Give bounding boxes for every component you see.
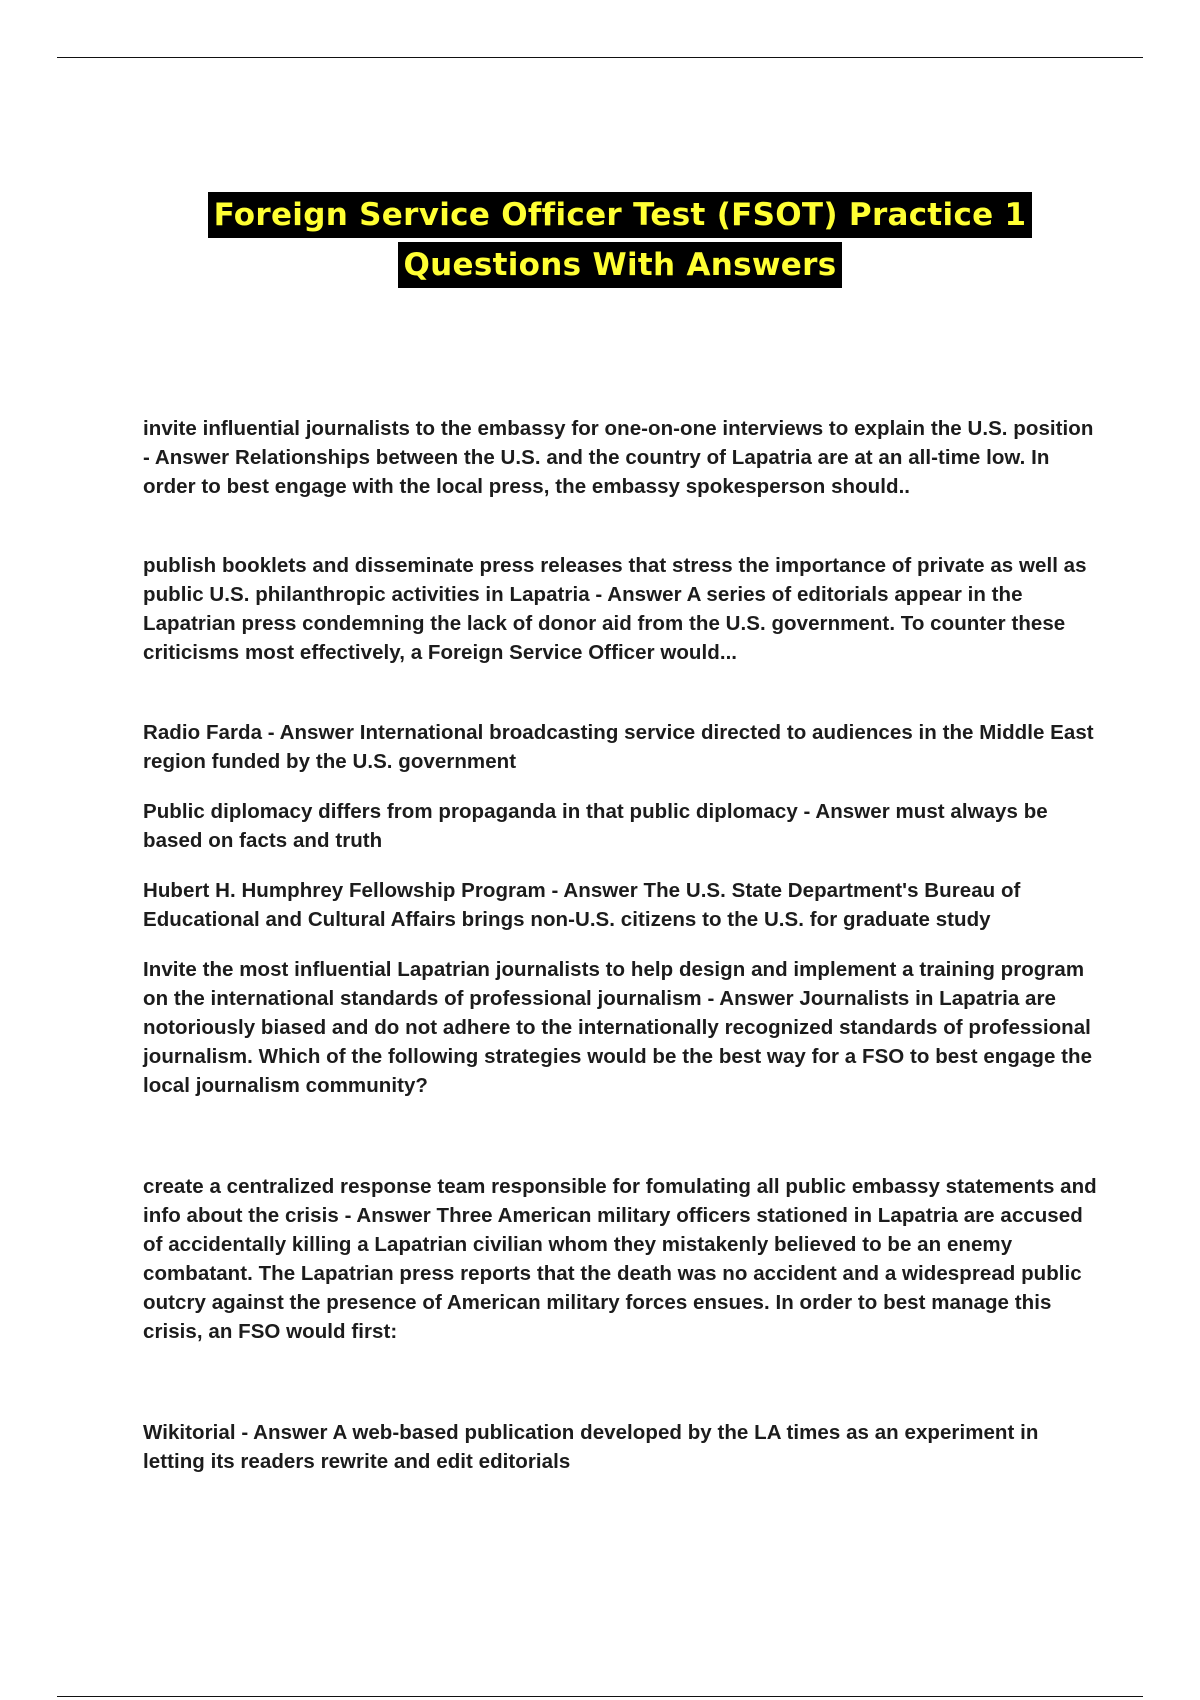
- qa-entry-6: Invite the most influential Lapatrian journalists to help design and implement a training program on the international standards of professional journalism - Answer Journalists in Lapatria are notoriously biased and do not adhere to the internationally recognized standards of professional journalism. Which of the following strategies would be the best way for a FSO to best engage the local journalism community?: [143, 958, 1093, 1097]
- top-divider: [57, 57, 1143, 58]
- bottom-divider: [57, 1696, 1143, 1697]
- qa-entry-8: Wikitorial - Answer A web-based publication developed by the LA times as an experiment in letting its readers rewrite and edit editorials: [143, 1421, 1039, 1473]
- qa-entry-3: Radio Farda - Answer International broadcasting service directed to audiences in the Middle East region funded by the U.S. government: [143, 721, 1094, 773]
- qa-entry-2: publish booklets and disseminate press releases that stress the importance of private as well as public U.S. philanthropic activities in Lapatria - Answer A series of editorials appear in the Lapatrian press condemning the lack of donor aid from the U.S. government. To counter these criticisms most effectively, a Foreign Service Officer would...: [143, 554, 1087, 664]
- qa-entry-4: Public diplomacy differs from propaganda in that public diplomacy - Answer must always be based on facts and truth: [143, 800, 1048, 852]
- qa-entry-5: Hubert H. Humphrey Fellowship Program - Answer The U.S. State Department's Bureau of Educational and Cultural Affairs brings non-U.S. citizens to the U.S. for graduate study: [143, 879, 1021, 931]
- page-title: [0, 192, 1200, 292]
- title-line-1: Foreign Service Officer Test (FSOT) Practice 1: [208, 192, 1033, 238]
- qa-entry-7: create a centralized response team responsible for fomulating all public embassy statements and info about the crisis - Answer Three American military officers stationed in Lapatria are accused of accidentally killing a Lapatrian civilian whom they mistakenly believed to be an enemy combatant. The Lapatrian press reports that the death was no accident and a widespread public outcry against the presence of American military forces ensues. In order to best manage this crisis, an FSO would first:: [143, 1175, 1097, 1343]
- qa-entry-1: invite influential journalists to the embassy for one-on-one interviews to explain the U.S. position - Answer Relationships between the U.S. and the country of Lapatria are at an all-time low. In order to best engage with the local press, the embassy spokesperson should..: [143, 417, 1094, 498]
- title-line-2: Questions With Answers: [398, 242, 843, 288]
